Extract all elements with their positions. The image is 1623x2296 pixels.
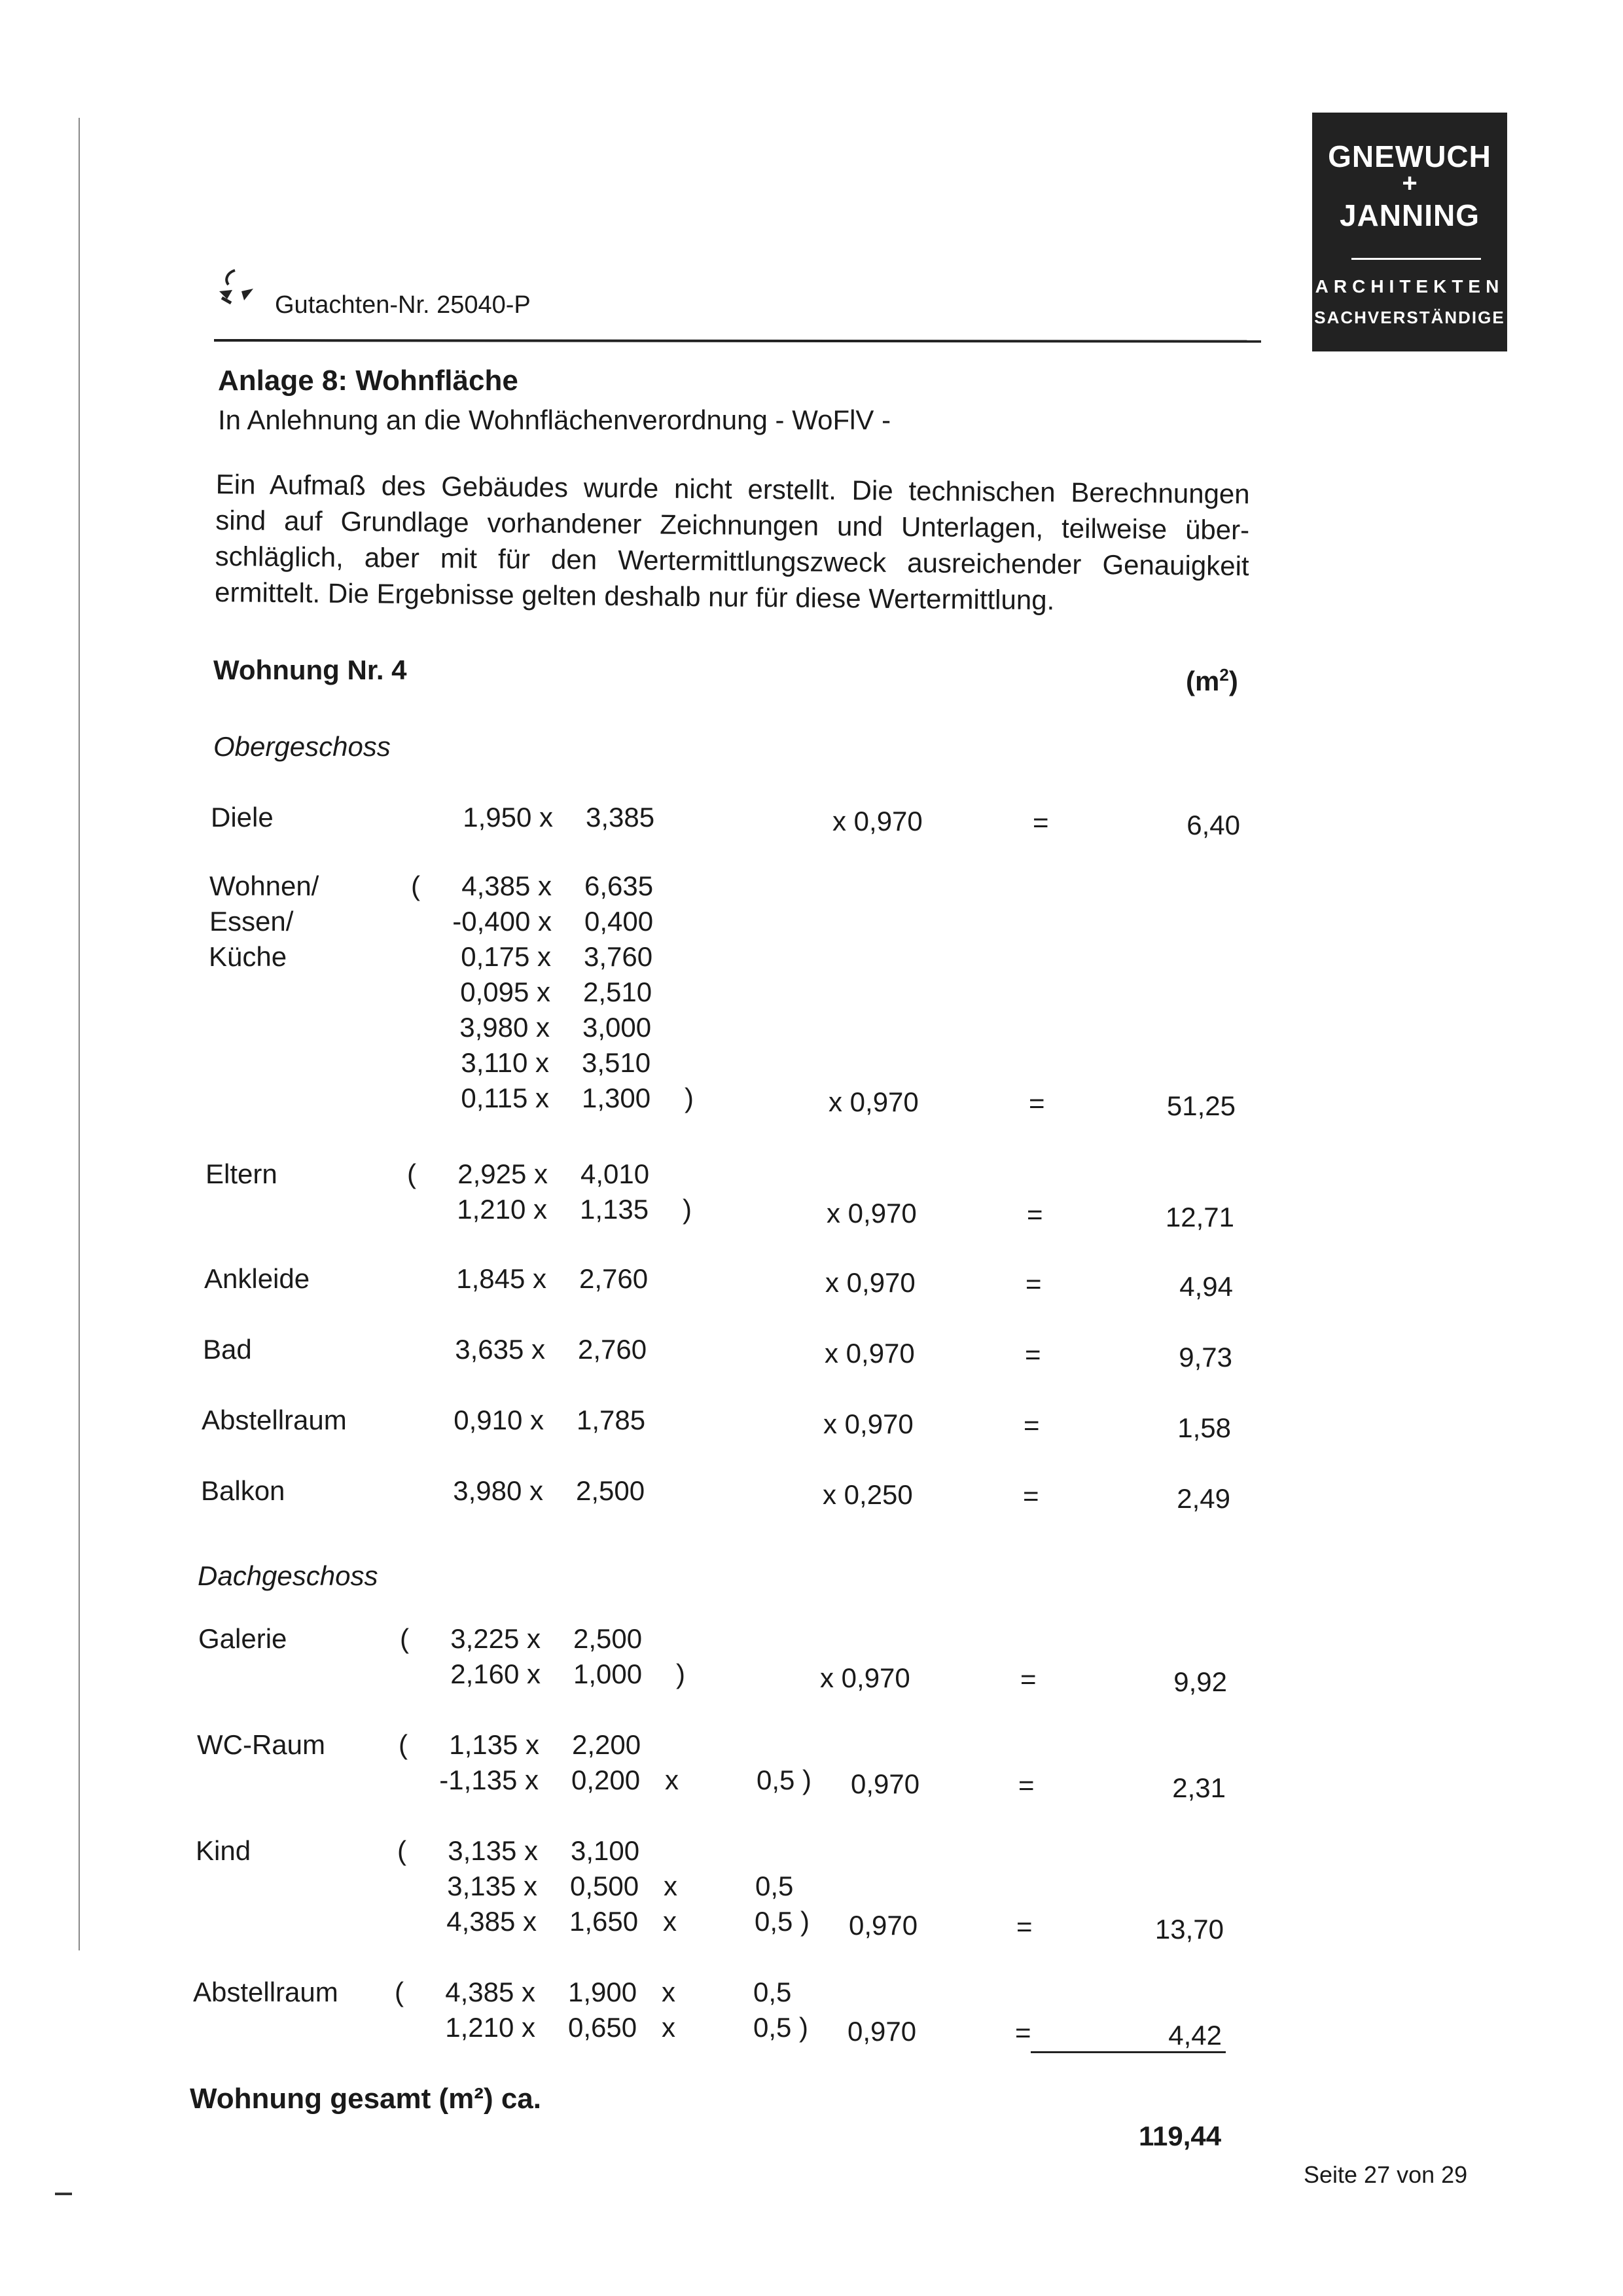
bracket-close: ) (683, 1194, 692, 1225)
reduction-factor: x 0,970 (825, 1267, 916, 1298)
factor-a: 3,980 x (453, 1475, 543, 1506)
page-subtitle: In Anlehnung an die Wohnflächenverordnung - WoFlV - (218, 404, 891, 435)
bracket-open: ( (411, 870, 420, 901)
multiply-sign: x (665, 1765, 679, 1795)
factor-b: 3,510 (582, 1047, 651, 1078)
factor-a: 2,925 x (457, 1158, 548, 1189)
reduction-factor: x 0,970 (829, 1086, 919, 1117)
factor-a: 3,225 x (450, 1623, 541, 1654)
factor-b: 3,385 (586, 802, 655, 833)
factor-b: 0,200 (571, 1765, 641, 1795)
factor-b: 1,785 (577, 1405, 646, 1435)
logo-line-5: SACHVERSTÄNDIGE (1314, 308, 1505, 327)
factor-b: 2,500 (576, 1475, 645, 1506)
room-name: Balkon (201, 1475, 285, 1506)
factor-b: 2,510 (583, 977, 652, 1007)
equals-sign: = (1023, 1480, 1039, 1511)
total-label: Wohnung gesamt (m²) ca. (190, 2083, 541, 2115)
factor-a: 0,175 x (461, 941, 551, 972)
reduction-factor: x 0,970 (820, 1662, 910, 1693)
factor-a: 4,385 x (461, 870, 552, 901)
factor-a: 0,910 x (454, 1405, 544, 1435)
room-name: Eltern (205, 1158, 277, 1189)
unit-label: $(m^2)$ (1186, 665, 1238, 696)
equals-sign: = (1024, 1410, 1040, 1441)
equals-sign: = (1033, 807, 1049, 838)
room-area-result: 9,92 (1173, 1666, 1227, 1697)
equals-sign: = (1029, 1088, 1045, 1119)
factor-a: 1,135 x (449, 1729, 539, 1760)
bracket-open: ( (399, 1729, 408, 1760)
reduction-factor: x 0,970 (832, 806, 923, 836)
factor-a: 2,160 x (450, 1659, 541, 1689)
reduction-factor: x 0,250 (823, 1479, 913, 1510)
section-heading: Wohnung Nr. 4 (213, 655, 407, 685)
factor-a: 1,210 x (445, 2012, 535, 2043)
factor-b: 2,500 (573, 1623, 643, 1654)
room-area-result: 6,40 (1186, 810, 1240, 840)
room-name: Ankleide (204, 1263, 310, 1294)
factor-a: 4,385 x (445, 1977, 535, 2007)
paragraph-line: schläglich, aber mit für den Wertermittlungszweck ausreichender Genauigkeit (215, 540, 1249, 582)
factor-b: 1,900 (568, 1977, 637, 2007)
paragraph-line: sind auf Grundlage vorhandener Zeichnungen und Unterlagen, teilweise über- (215, 504, 1250, 546)
room-name: Essen/ (209, 906, 294, 937)
room-name: Abstellraum (193, 1977, 338, 2007)
multiply-sign: x (662, 2012, 675, 2043)
factor-b: 0,650 (568, 2012, 637, 2043)
room-name: Galerie (198, 1623, 287, 1654)
factor-a: -0,400 x (452, 906, 552, 937)
factor-c: 0,5 (753, 1977, 792, 2007)
equals-sign: = (1025, 1339, 1041, 1370)
room-name: Wohnen/ (209, 870, 319, 901)
multiply-sign: x (662, 1977, 675, 2007)
factor-a: 0,095 x (460, 977, 550, 1007)
equals-sign: = (1016, 1911, 1033, 1942)
factor-b: 0,500 (570, 1871, 639, 1901)
equals-sign: = (1020, 1664, 1037, 1695)
factor-a: 3,980 x (459, 1012, 550, 1043)
room-area-result: 51,25 (1166, 1090, 1236, 1121)
factor-a: 1,950 x (463, 802, 553, 833)
multiply-sign: x (664, 1871, 677, 1901)
factor-b: 1,300 (582, 1083, 651, 1113)
room-area-result: 2,31 (1172, 1772, 1226, 1803)
equals-sign: = (1027, 1199, 1043, 1230)
factor-b: 3,760 (584, 941, 653, 972)
reduction-factor: 0,970 (851, 1768, 920, 1799)
report-number: Gutachten-Nr. 25040-P (275, 291, 531, 319)
paragraph-line: ermittelt. Die Ergebnisse gelten deshalb nur für diese Wertermittlung. (214, 576, 1055, 616)
room-name: Abstellraum (202, 1405, 347, 1435)
room-name: WC-Raum (197, 1729, 325, 1760)
factor-c: 0,5 ) (757, 1765, 812, 1795)
factor-a: 1,210 x (457, 1194, 547, 1225)
factor-b: 2,760 (579, 1263, 649, 1294)
factor-b: 1,135 (580, 1194, 649, 1225)
factor-c: 0,5 ) (753, 2012, 809, 2043)
room-area-result: 12,71 (1165, 1202, 1234, 1232)
room-area-result: 4,42 (1168, 2020, 1222, 2051)
sum-rule (1031, 2051, 1226, 2053)
reduction-factor: 0,970 (849, 1910, 918, 1941)
bracket-close: ) (676, 1659, 685, 1689)
room-area-result: 4,94 (1179, 1271, 1233, 1302)
factor-a: 1,845 x (456, 1263, 546, 1294)
multiply-sign: x (663, 1906, 677, 1937)
factor-a: -1,135 x (439, 1765, 539, 1795)
bracket-open: ( (400, 1623, 409, 1654)
factor-b: 0,400 (584, 906, 654, 937)
factor-b: 1,000 (573, 1659, 643, 1689)
logo-line-3: JANNING (1339, 198, 1480, 232)
bracket-open: ( (395, 1977, 404, 2007)
room-name: Diele (211, 802, 274, 833)
factor-a: 3,110 x (461, 1047, 549, 1078)
factor-a: 3,135 x (447, 1871, 537, 1901)
logo-line-2: + (1402, 169, 1418, 198)
paragraph-line: Ein Aufmaß des Gebäudes wurde nicht erstellt. Die technischen Berechnungen (215, 468, 1250, 510)
room-area-result: 1,58 (1177, 1412, 1231, 1443)
logo-line-1: GNEWUCH (1328, 139, 1491, 173)
equals-sign: = (1026, 1268, 1042, 1299)
factor-b: 1,650 (569, 1906, 639, 1937)
factor-a: 3,135 x (448, 1835, 538, 1866)
bracket-close: ) (685, 1083, 694, 1113)
factor-b: 3,000 (582, 1012, 652, 1043)
room-name: Küche (209, 941, 287, 972)
factor-b: 2,760 (578, 1334, 647, 1365)
reduction-factor: 0,970 (847, 2016, 917, 2047)
reduction-factor: x 0,970 (827, 1198, 917, 1229)
room-name: Kind (196, 1835, 251, 1866)
factor-a: 4,385 x (446, 1906, 537, 1937)
logo-line-4: ARCHITEKTEN (1315, 276, 1505, 296)
equals-sign: = (1018, 1770, 1035, 1801)
factor-b: 3,100 (571, 1835, 640, 1866)
total-value: 119,44 (1139, 2121, 1222, 2151)
room-area-result: 9,73 (1179, 1342, 1232, 1372)
bracket-open: ( (397, 1835, 406, 1866)
floor-heading-attic: Dachgeschoss (198, 1560, 378, 1591)
room-name: Bad (203, 1334, 252, 1365)
factor-b: 2,200 (572, 1729, 641, 1760)
reduction-factor: x 0,970 (823, 1408, 914, 1439)
floor-heading-upper: Obergeschoss (213, 731, 391, 762)
room-area-result: 13,70 (1154, 1914, 1224, 1945)
reduction-factor: x 0,970 (825, 1338, 915, 1369)
page-number: Seite 27 von 29 (1304, 2161, 1468, 2188)
page-title: Anlage 8: Wohnfläche (218, 365, 518, 397)
factor-b: 4,010 (580, 1158, 650, 1189)
factor-a: 3,635 x (455, 1334, 545, 1365)
bracket-open: ( (407, 1158, 416, 1189)
factor-a: 0,115 x (461, 1083, 549, 1113)
room-area-result: 2,49 (1177, 1483, 1230, 1514)
factor-c: 0,5 ) (755, 1906, 810, 1937)
factor-b: 6,635 (584, 870, 654, 901)
equals-sign: = (1015, 2017, 1031, 2048)
factor-c: 0,5 (755, 1871, 794, 1901)
